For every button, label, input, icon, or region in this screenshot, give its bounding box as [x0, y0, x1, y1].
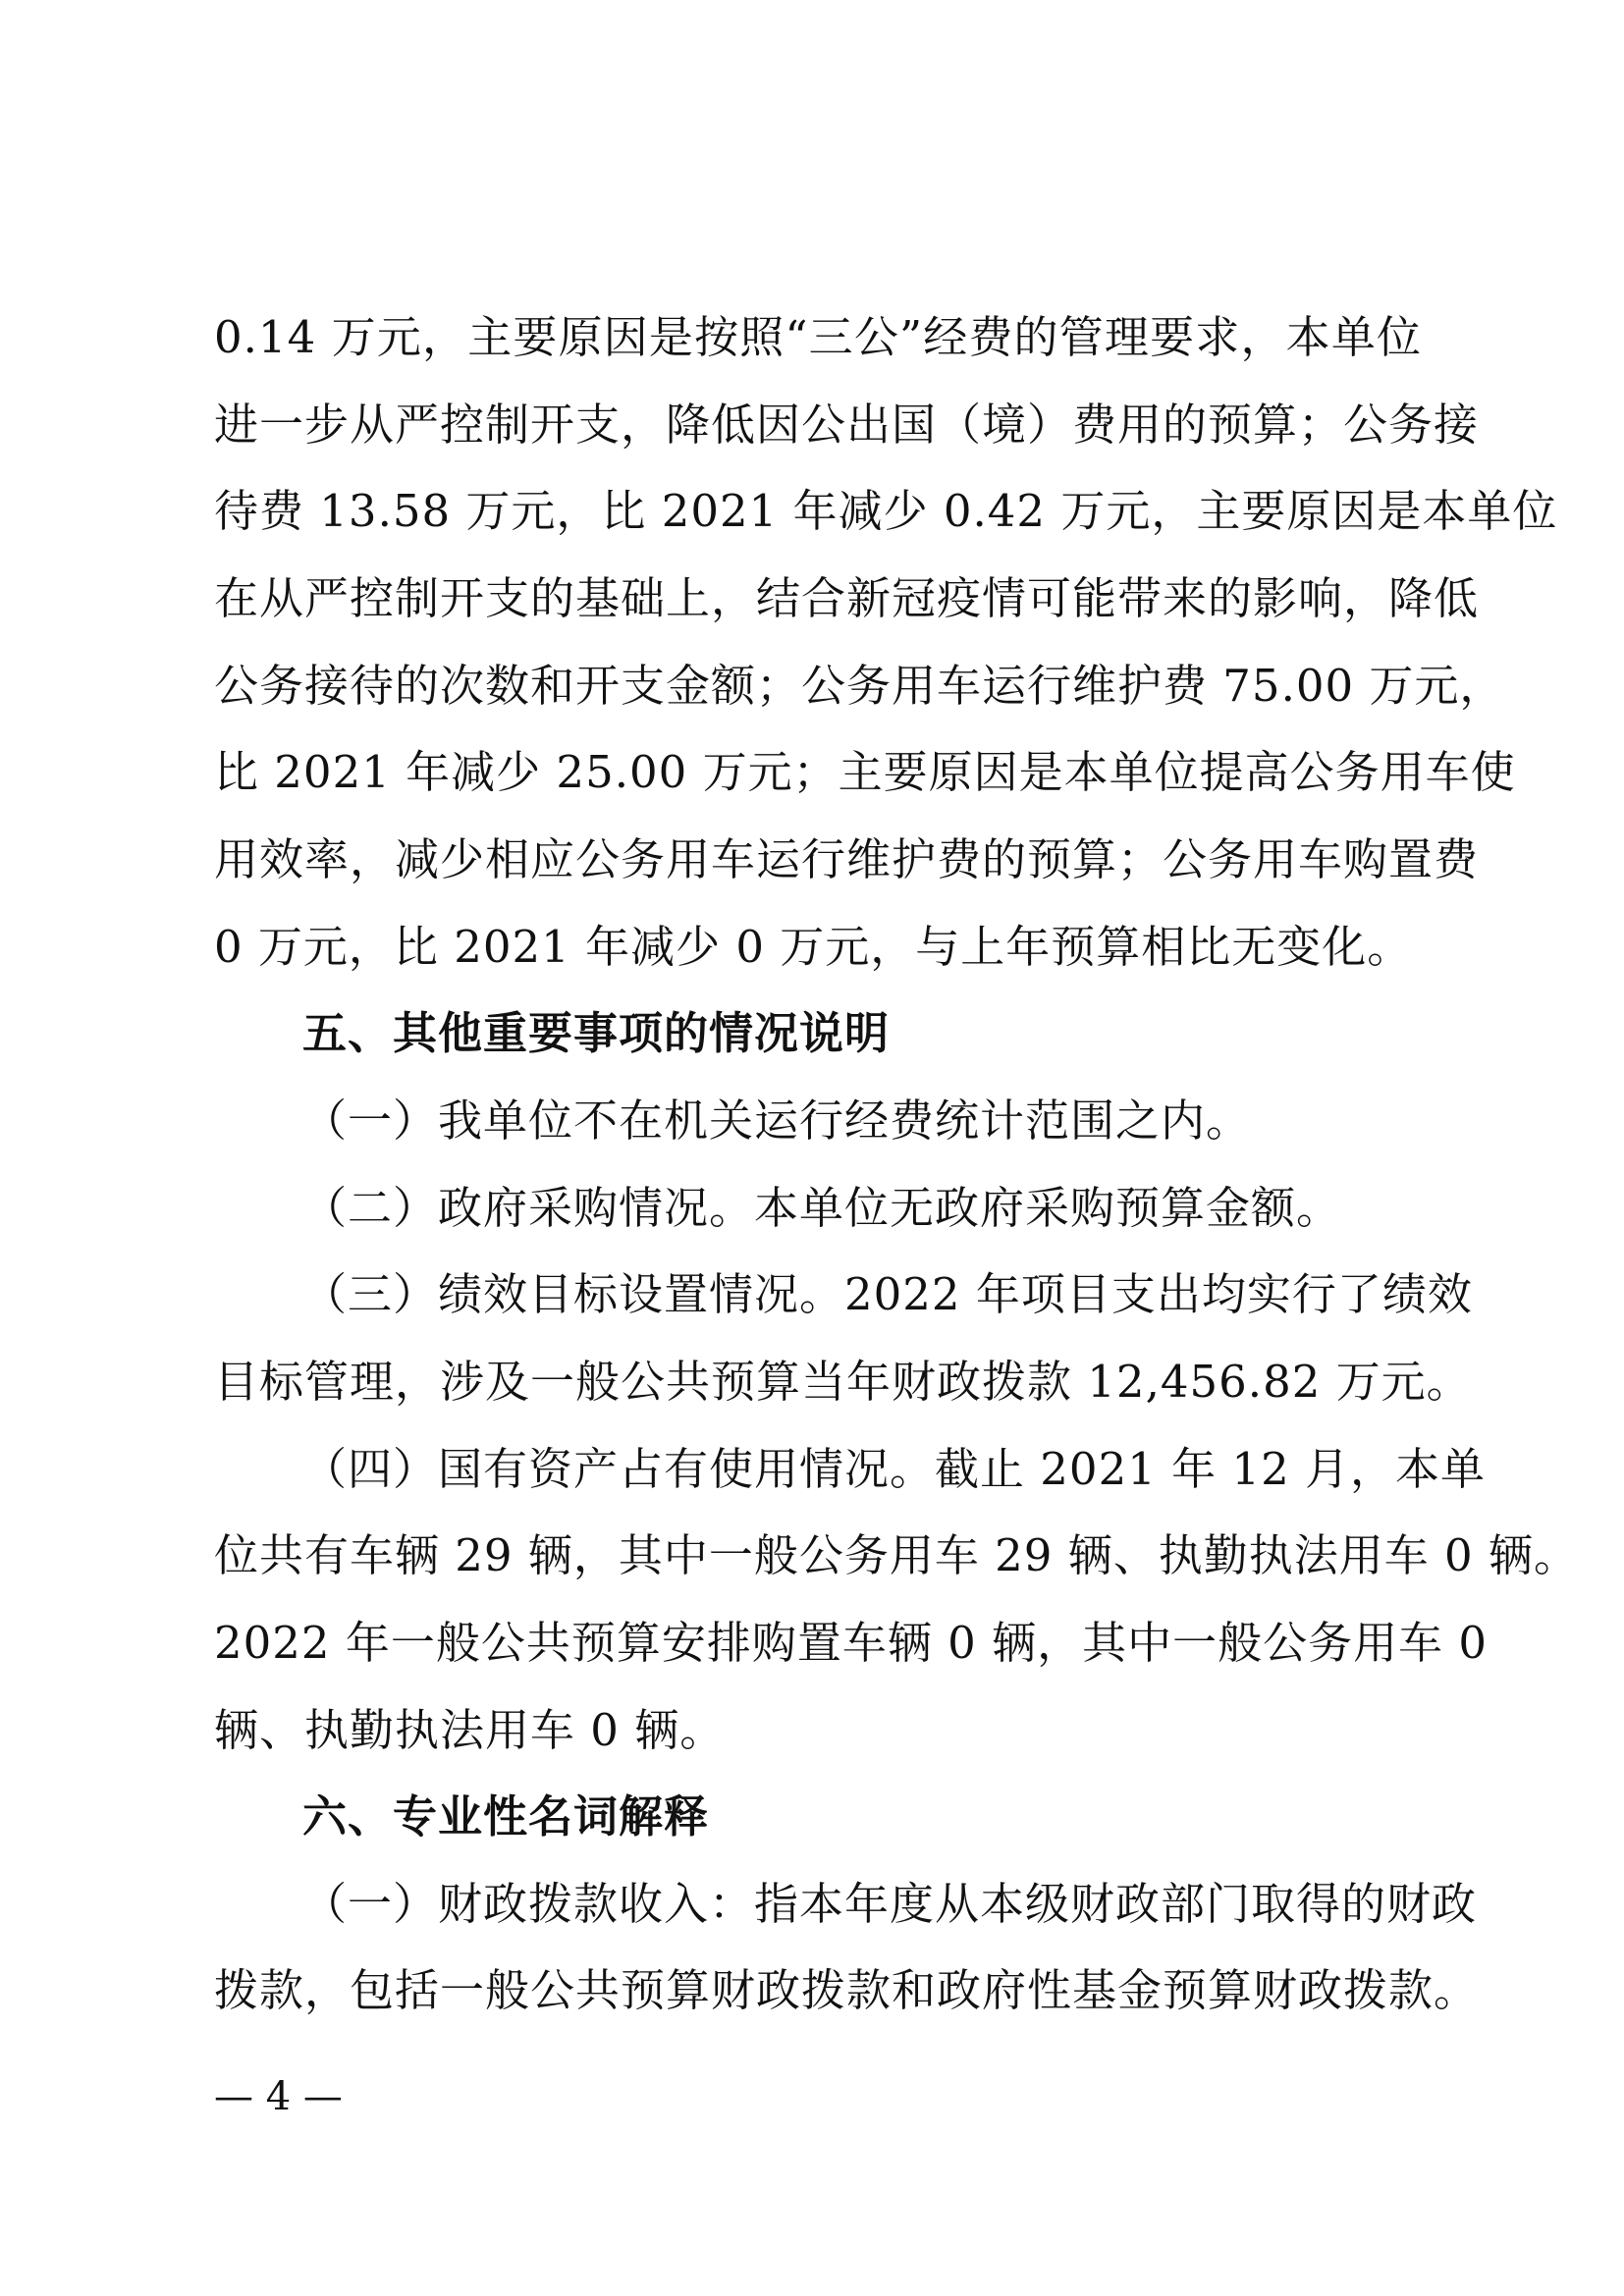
paragraph-line: （二）政府采购情况。本单位无政府采购预算金额。 — [302, 1182, 1342, 1234]
paragraph-line: 目标管理，涉及一般公共预算当年财政拨款 12,456.82 万元。 — [214, 1356, 1472, 1408]
paragraph-line: （三）绩效目标设置情况。2022 年项目支出均实行了绩效 — [302, 1268, 1473, 1320]
paragraph-line: 公务接待的次数和开支金额；公务用车运行维护费 75.00 万元， — [214, 660, 1505, 712]
paragraph-line: 用效率，减少相应公务用车运行维护费的预算；公务用车购置费 — [214, 833, 1480, 885]
paragraph-line: 2022 年一般公共预算安排购置车辆 0 辆，其中一般公务用车 0 — [214, 1617, 1489, 1669]
paragraph-line: 进一步从严控制开支，降低因公出国（境）费用的预算；公务接 — [214, 399, 1480, 451]
section-heading: 六、专业性名词解释 — [302, 1790, 710, 1842]
paragraph-line: 拨款，包括一般公共预算财政拨款和政府性基金预算财政拨款。 — [214, 1964, 1480, 2016]
paragraph-line: 比 2021 年减少 25.00 万元；主要原因是本单位提高公务用车使 — [214, 746, 1516, 798]
paragraph-line: （一）财政拨款收入：指本年度从本级财政部门取得的财政 — [302, 1878, 1478, 1930]
page-number: — 4 — — [214, 2074, 343, 2119]
paragraph-line: 待费 13.58 万元，比 2021 年减少 0.42 万元，主要原因是本单位 — [214, 485, 1558, 537]
paragraph-line: 辆、执勤执法用车 0 辆。 — [214, 1704, 726, 1756]
paragraph-line: 位共有车辆 29 辆，其中一般公务用车 29 辆、执勤执法用车 0 辆。 — [214, 1529, 1579, 1581]
paragraph-line: （四）国有资产占有使用情况。截止 2021 年 12 月，本单 — [302, 1443, 1487, 1495]
section-heading: 五、其他重要事项的情况说明 — [302, 1007, 891, 1059]
paragraph-line: （一）我单位不在机关运行经费统计范围之内。 — [302, 1095, 1252, 1147]
paragraph-line: 0 万元，比 2021 年减少 0 万元，与上年预算相比无变化。 — [214, 921, 1413, 973]
paragraph-line: 0.14 万元，主要原因是按照“三公”经费的管理要求，本单位 — [214, 311, 1422, 363]
paragraph-line: 在从严控制开支的基础上，结合新冠疫情可能带来的影响，降低 — [214, 572, 1480, 624]
